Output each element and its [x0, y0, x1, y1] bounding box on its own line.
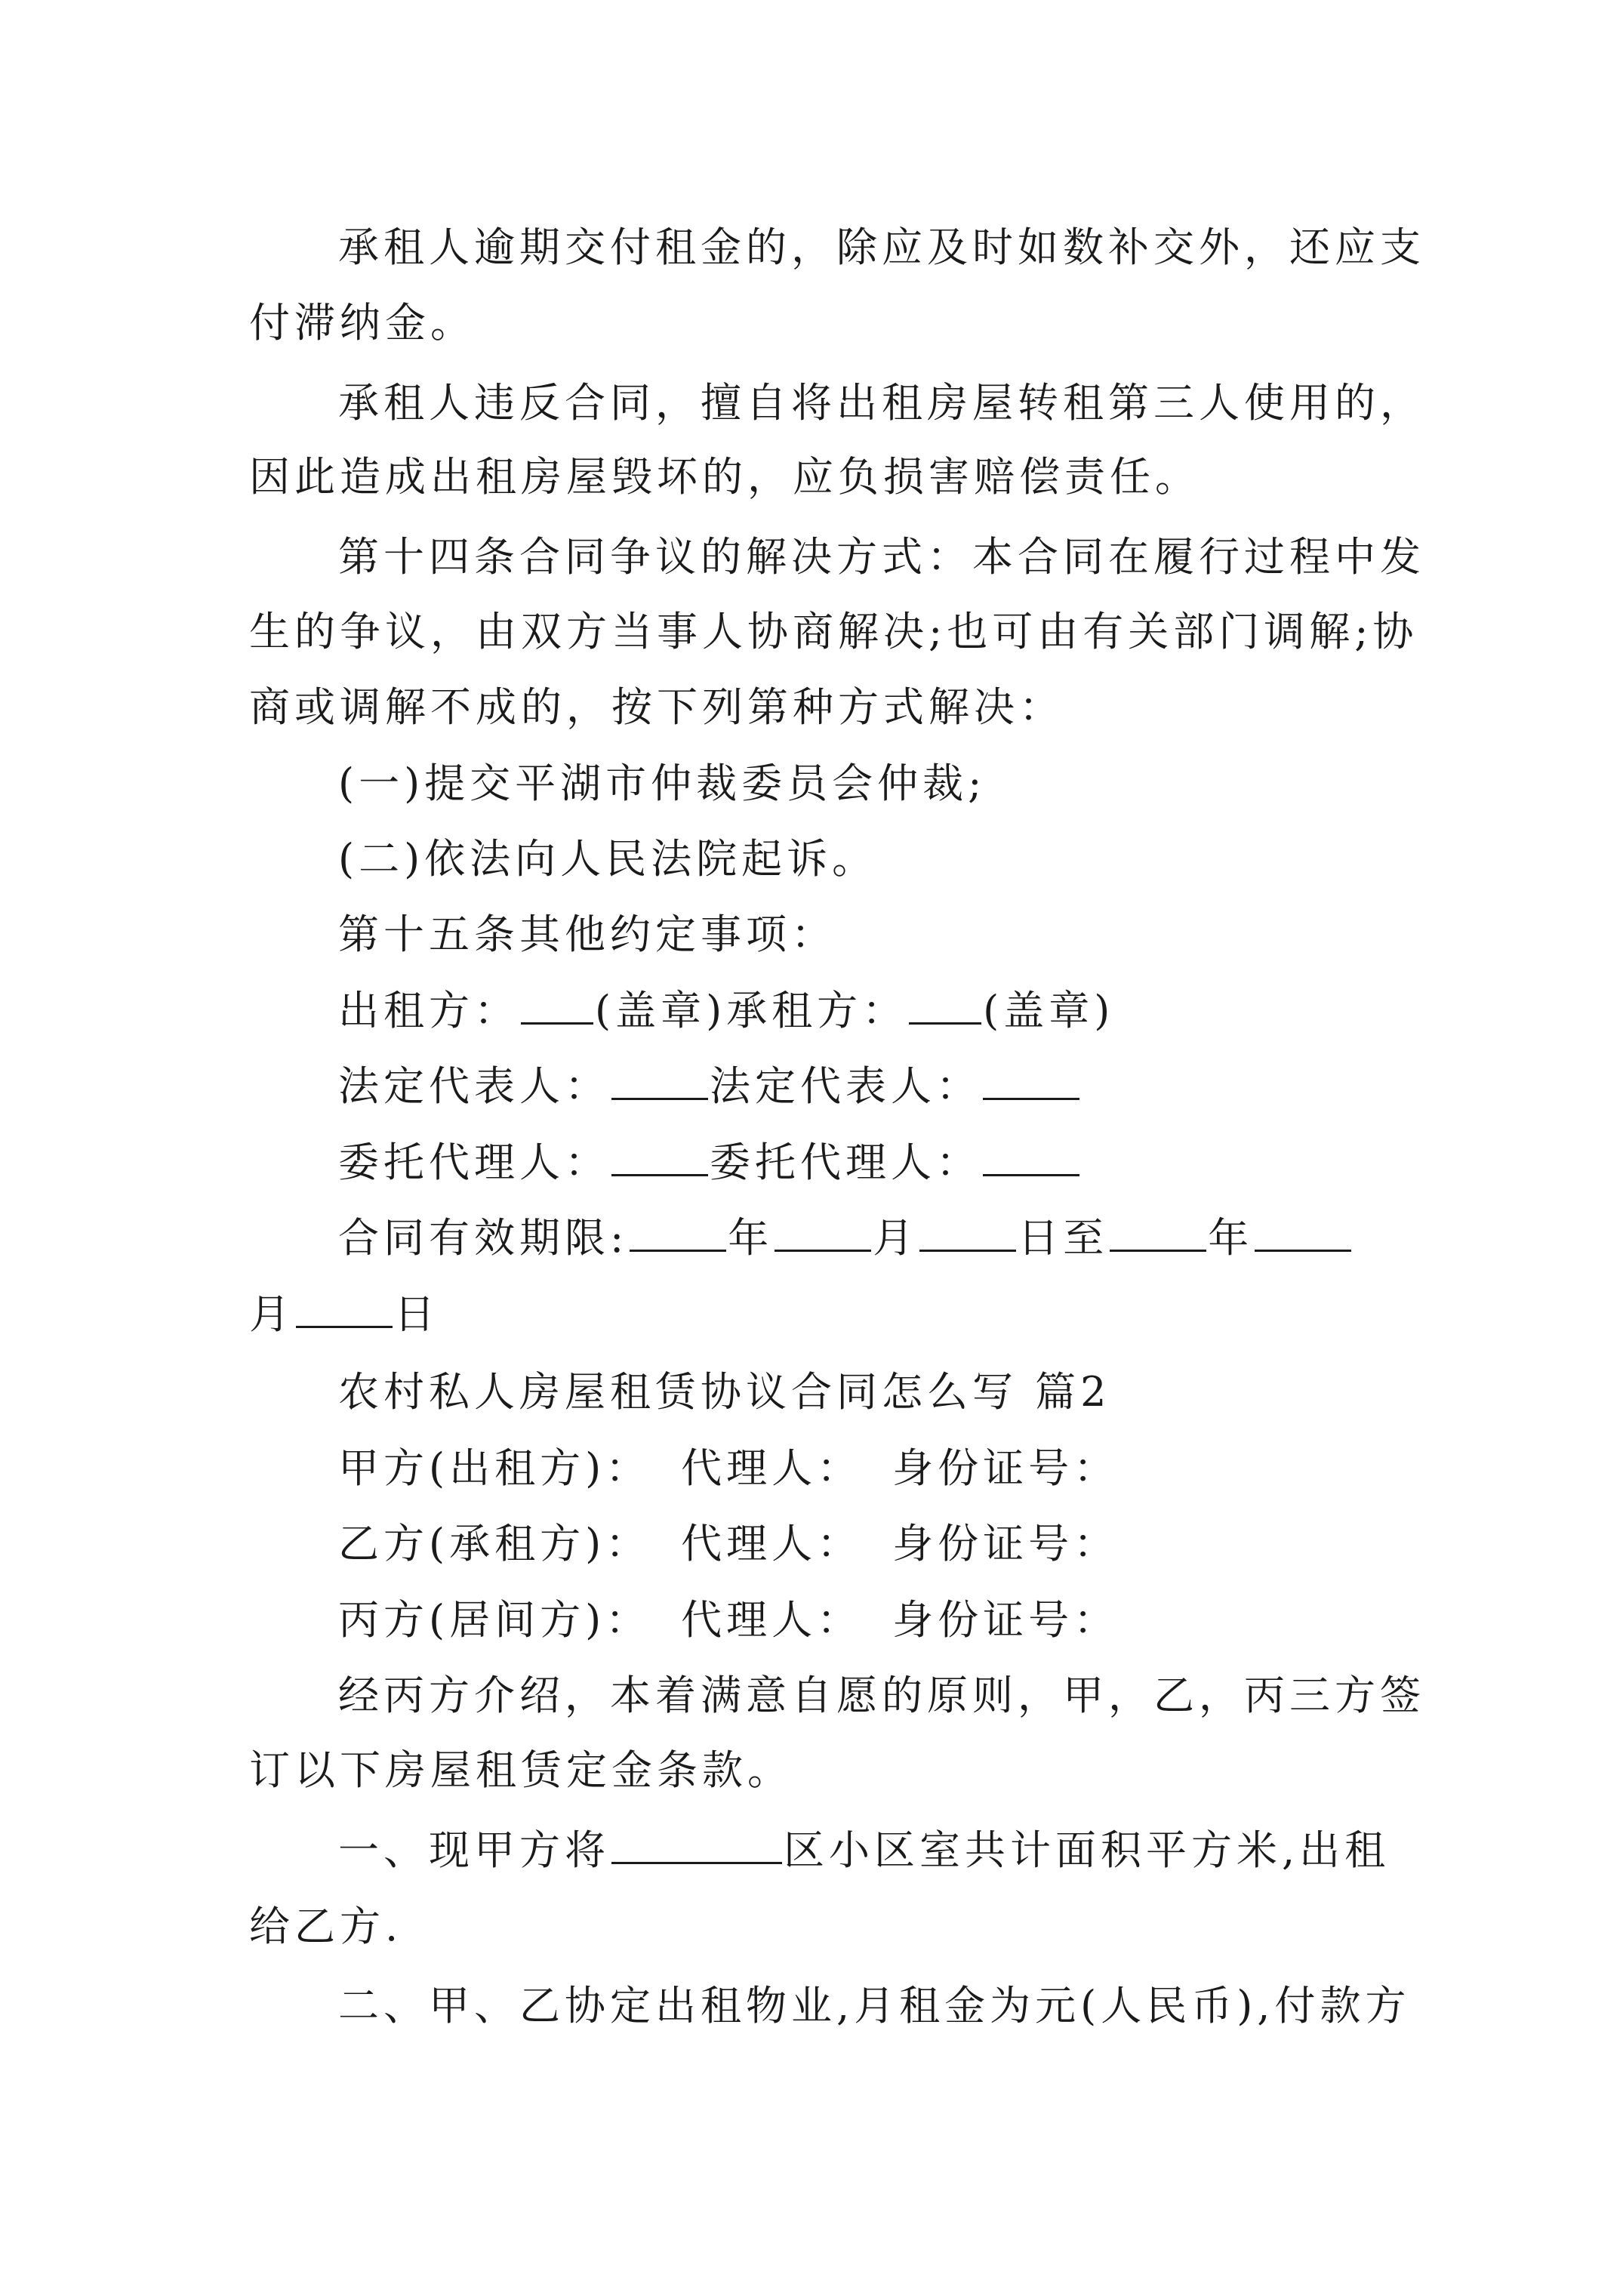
party-c-line: [0, 1596, 1623, 1644]
blank-field: [296, 1290, 393, 1328]
blank-field: [611, 1826, 782, 1864]
legal-rep-label: 法定代表人：: [338, 1062, 610, 1110]
paragraph-line: 给乙方.: [249, 1903, 403, 1950]
section-2-heading: 农村私人房屋租赁协议合同怎么写 篇2: [338, 1368, 1111, 1416]
blank-field: [1255, 1213, 1351, 1252]
paragraph-line: 承租人违反合同，擅自将出租房屋转租第三人使用的，: [338, 379, 1425, 427]
party-a-line: [0, 1444, 1623, 1493]
lessor-label: 出租方：: [338, 987, 519, 1034]
paragraph-line: 生的争议，由双方当事人协商解决;也可由有关部门调解;协: [249, 608, 1418, 655]
paragraph-line: 付滞纳金。: [249, 299, 476, 347]
authorized-agent-line: [0, 1138, 1623, 1187]
party-c-label: 丙方(居间方)：: [338, 1596, 651, 1644]
signature-line: [0, 986, 1623, 1035]
year-label: 年: [1208, 1214, 1254, 1262]
party-b-agent: 代理人：: [681, 1520, 863, 1567]
term-label: 合同有效期限:: [338, 1214, 629, 1262]
seal-label: (盖章): [983, 987, 1115, 1034]
clause-2-line: 二、甲、乙协定出租物业,月租金为元(人民币),付款方: [338, 1982, 1411, 2029]
clause-1-line: [0, 1826, 1623, 1875]
dispute-option-2: (二)依法向人民法院起诉。: [338, 835, 878, 883]
party-c-id: 身份证号：: [892, 1596, 1119, 1644]
month-label: 月: [873, 1214, 919, 1262]
paragraph-line: 订以下房屋租赁定金条款。: [249, 1746, 793, 1794]
year-label: 年: [728, 1214, 774, 1262]
blank-field: [919, 1213, 1016, 1252]
blank-field: [909, 986, 981, 1025]
party-a-id: 身份证号：: [892, 1444, 1119, 1492]
contract-term-line: [0, 1213, 1623, 1262]
article-14-line: 第十四条合同争议的解决方式：本合同在履行过程中发: [338, 533, 1425, 581]
party-a-agent: 代理人：: [681, 1444, 863, 1492]
party-a-label: 甲方(出租方)：: [338, 1444, 651, 1492]
legal-representative-line: [0, 1062, 1623, 1111]
agent-label: 委托代理人：: [338, 1139, 610, 1186]
paragraph-line: 经丙方介绍，本着满意自愿的原则，甲，乙，丙三方签: [338, 1672, 1425, 1719]
paragraph-line: 因此造成出租房屋毁坏的，应负损害赔偿责任。: [249, 453, 1200, 501]
party-c-agent: 代理人：: [681, 1596, 863, 1644]
article-15-heading: 第十五条其他约定事项：: [338, 911, 836, 958]
day-label: 日: [394, 1290, 439, 1338]
party-b-line: [0, 1520, 1623, 1568]
seal-lessee-label: (盖章)承租方：: [595, 987, 908, 1034]
blank-field: [611, 1062, 708, 1100]
contract-term-line-2: [0, 1290, 1623, 1339]
blank-field: [630, 1213, 726, 1252]
agent-label: 委托代理人：: [710, 1139, 981, 1186]
clause-1-text: 一、现甲方将: [338, 1826, 610, 1874]
clause-1-text: 区小区室共计面积平方米,出租: [784, 1826, 1390, 1874]
blank-field: [983, 1138, 1079, 1176]
legal-rep-label: 法定代表人：: [710, 1062, 981, 1110]
paragraph-line: 承租人逾期交付租金的，除应及时如数补交外，还应支: [338, 223, 1425, 271]
dispute-option-1: (一)提交平湖市仲裁委员会仲裁;: [338, 760, 987, 807]
day-to-label: 日至: [1018, 1214, 1109, 1262]
blank-field: [521, 986, 593, 1025]
blank-field: [1110, 1213, 1206, 1252]
blank-field: [775, 1213, 871, 1252]
blank-field: [983, 1062, 1079, 1100]
paragraph-line: 商或调解不成的，按下列第种方式解决：: [249, 683, 1064, 731]
party-b-label: 乙方(承租方)：: [338, 1520, 651, 1567]
blank-field: [611, 1138, 708, 1176]
party-b-id: 身份证号：: [892, 1520, 1119, 1567]
month-label: 月: [249, 1290, 294, 1338]
